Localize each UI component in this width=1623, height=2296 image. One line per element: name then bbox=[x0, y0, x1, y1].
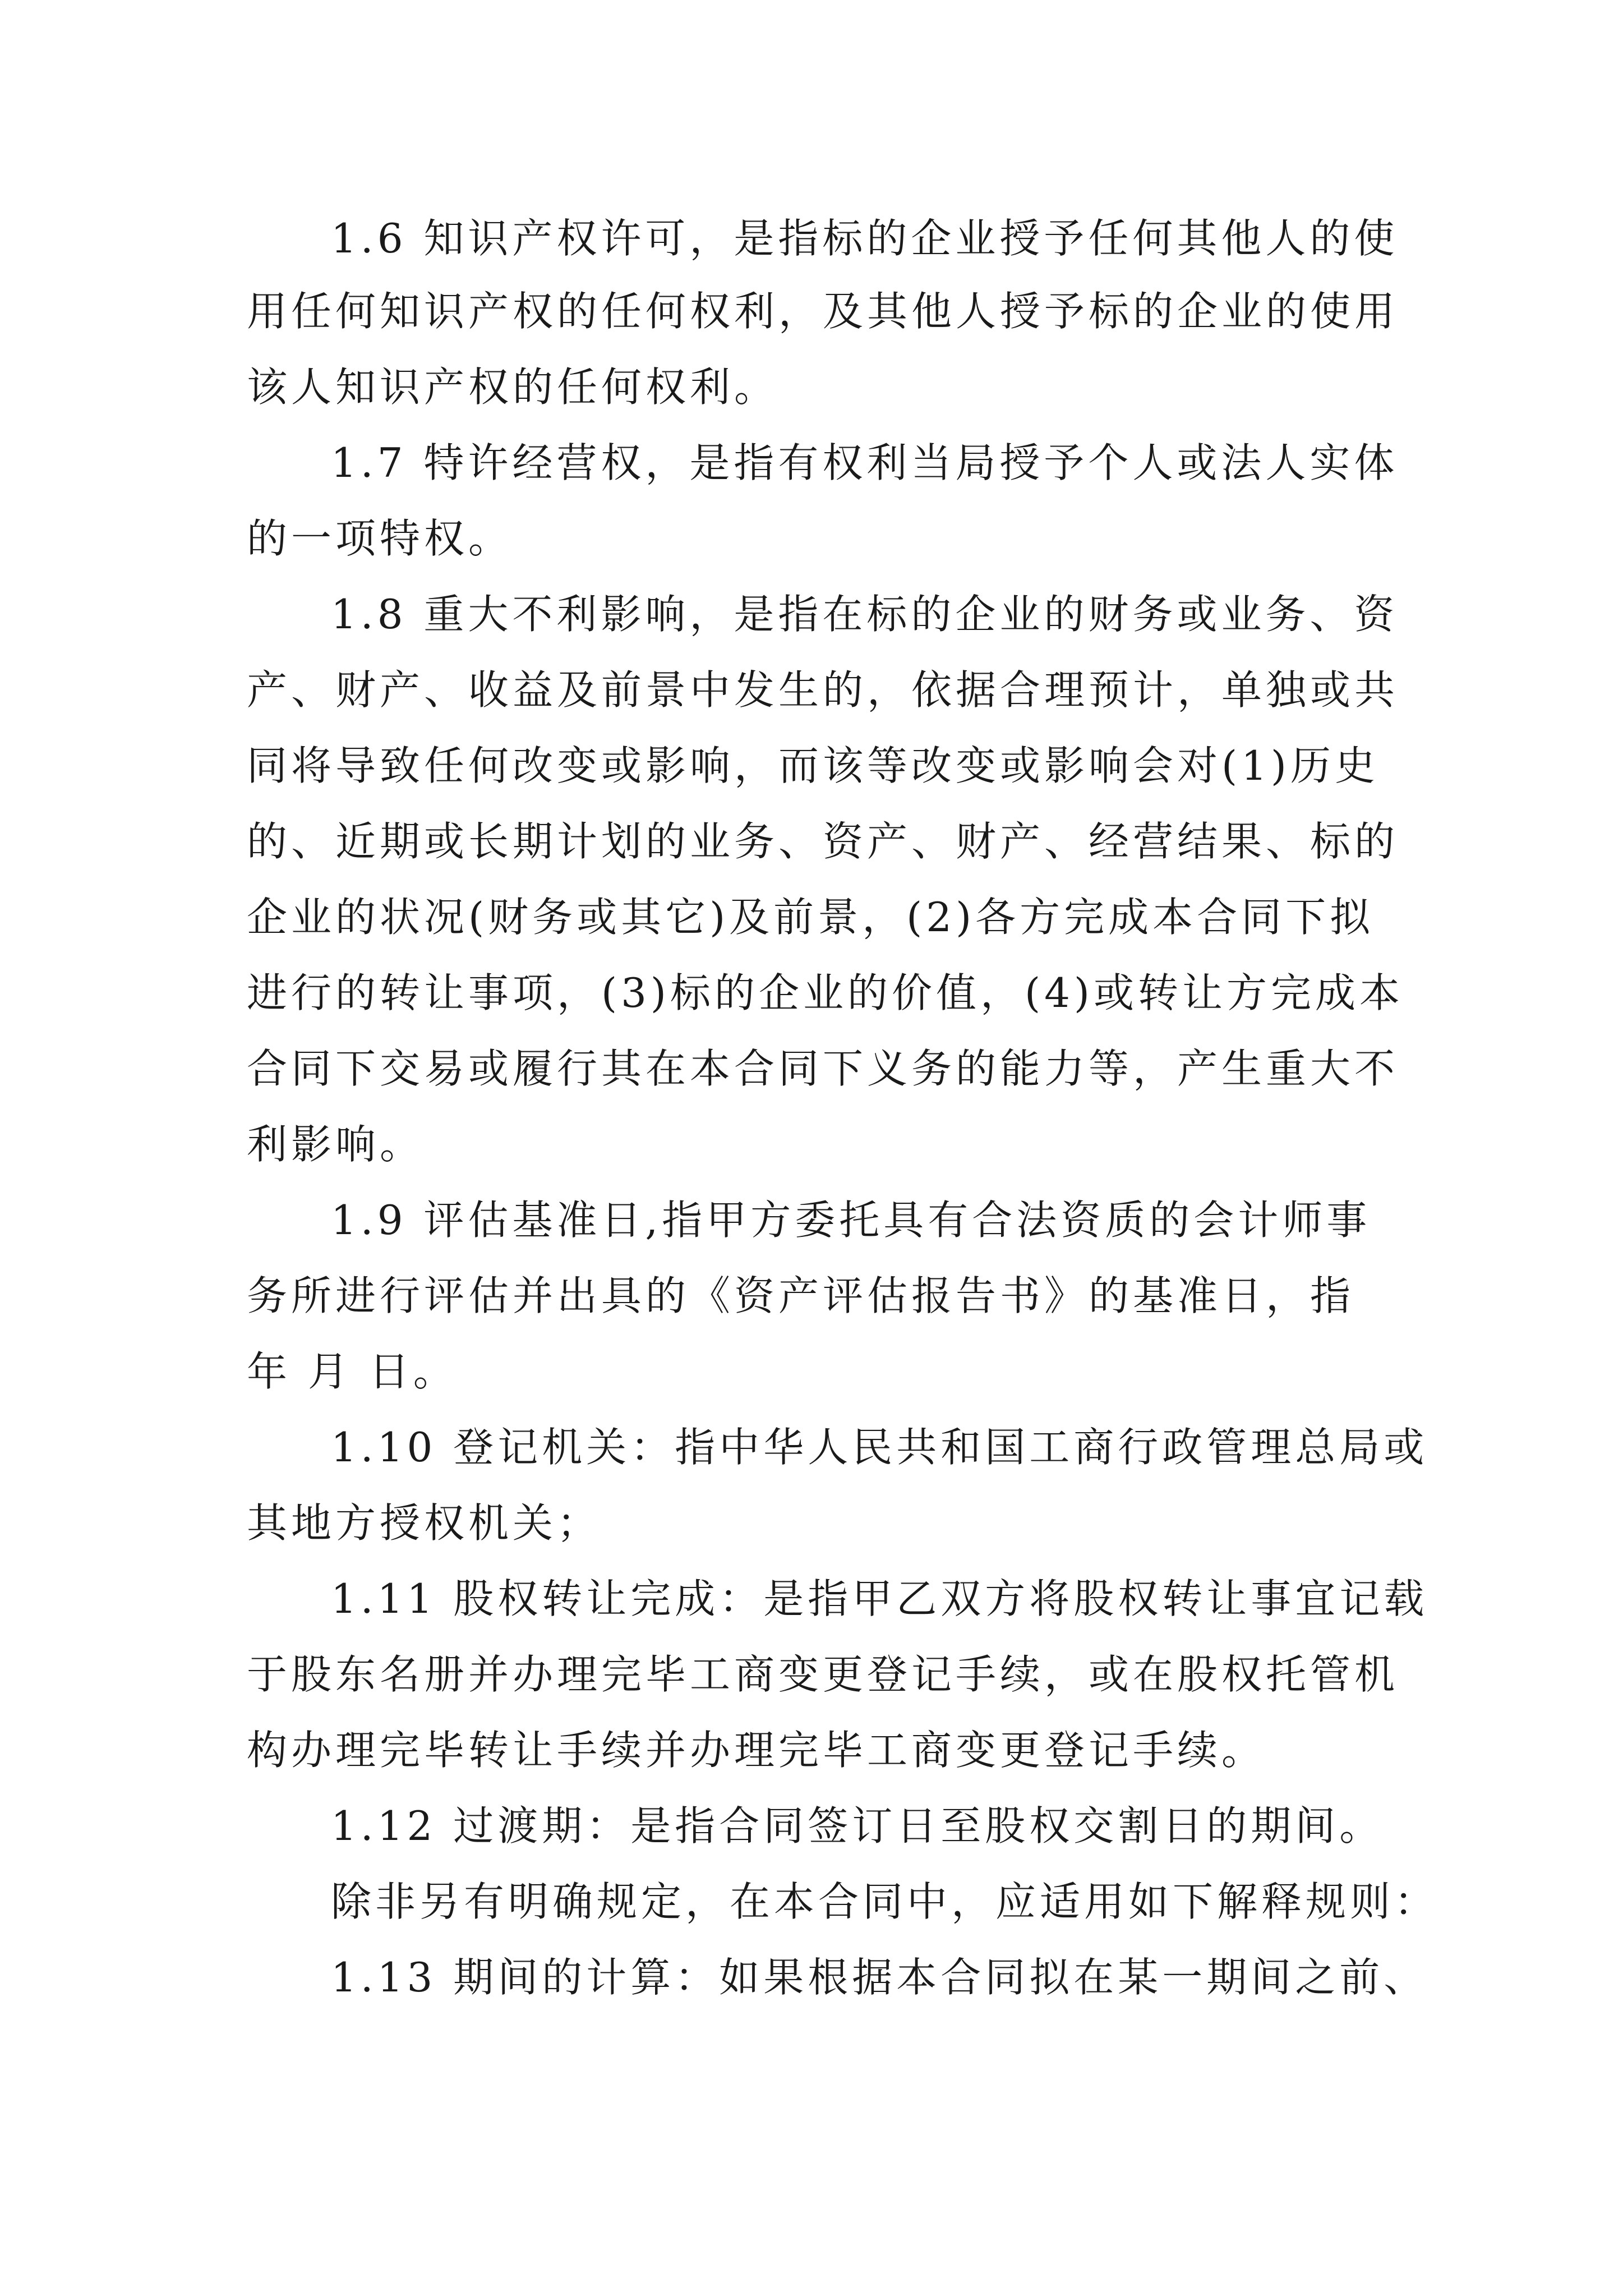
clause-1-13-line-1: 1.13 期间的计算：如果根据本合同拟在某一期间之前、 bbox=[331, 1954, 1428, 2001]
clause-1-6-line-3: 该人知识产权的任何权利。 bbox=[247, 364, 779, 411]
interpretation-rules-line: 除非另有明确规定，在本合同中，应适用如下解释规则： bbox=[331, 1878, 1439, 1925]
clause-1-6-line-2: 用任何知识产权的任何权利，及其他人授予标的企业的使用 bbox=[247, 288, 1399, 335]
clause-1-7-line-2: 的一项特权。 bbox=[247, 515, 513, 562]
clause-1-10-line-1: 1.10 登记机关：指中华人民共和国工商行政管理总局或 bbox=[331, 1424, 1428, 1471]
clause-1-9-line-2: 务所进行评估并出具的《资产评估报告书》的基准日，指 bbox=[247, 1272, 1355, 1319]
clause-1-8-line-5: 企业的状况(财务或其它)及前景，(2)各方完成本合同下拟 bbox=[247, 894, 1375, 941]
clause-1-6-line-1: 1.6 知识产权许可，是指标的企业授予任何其他人的使 bbox=[331, 215, 1399, 262]
clause-1-11-line-1: 1.11 股权转让完成：是指甲乙双方将股权转让事宜记载 bbox=[331, 1575, 1428, 1622]
clause-1-8-line-4: 的、近期或长期计划的业务、资产、财产、经营结果、标的 bbox=[247, 818, 1399, 865]
clause-1-12-line-1: 1.12 过渡期：是指合同签订日至股权交割日的期间。 bbox=[331, 1802, 1384, 1849]
clause-1-9-line-1: 1.9 评估基准日,指甲方委托具有合法资质的会计师事 bbox=[331, 1197, 1371, 1244]
clause-1-8-line-1: 1.8 重大不利影响，是指在标的企业的财务或业务、资 bbox=[331, 591, 1399, 638]
clause-1-8-line-7: 合同下交易或履行其在本合同下义务的能力等，产生重大不 bbox=[247, 1045, 1399, 1092]
clause-1-8-line-6: 进行的转让事项，(3)标的企业的价值，(4)或转让方完成本 bbox=[247, 969, 1404, 1016]
clause-1-10-line-2: 其地方授权机关； bbox=[247, 1499, 602, 1547]
clause-1-8-line-3: 同将导致任何改变或影响，而该等改变或影响会对(1)历史 bbox=[247, 742, 1379, 789]
clause-1-8-line-8: 利影响。 bbox=[247, 1121, 425, 1168]
clause-1-9-line-3: 年 月 日。 bbox=[247, 1348, 458, 1395]
clause-1-8-line-2: 产、财产、收益及前景中发生的，依据合理预计，单独或共 bbox=[247, 666, 1399, 714]
clause-1-11-line-2: 于股东名册并办理完毕工商变更登记手续，或在股权托管机 bbox=[247, 1651, 1399, 1698]
clause-1-11-line-3: 构办理完毕转让手续并办理完毕工商变更登记手续。 bbox=[247, 1727, 1266, 1774]
clause-1-7-line-1: 1.7 特许经营权，是指有权利当局授予个人或法人实体 bbox=[331, 439, 1399, 486]
